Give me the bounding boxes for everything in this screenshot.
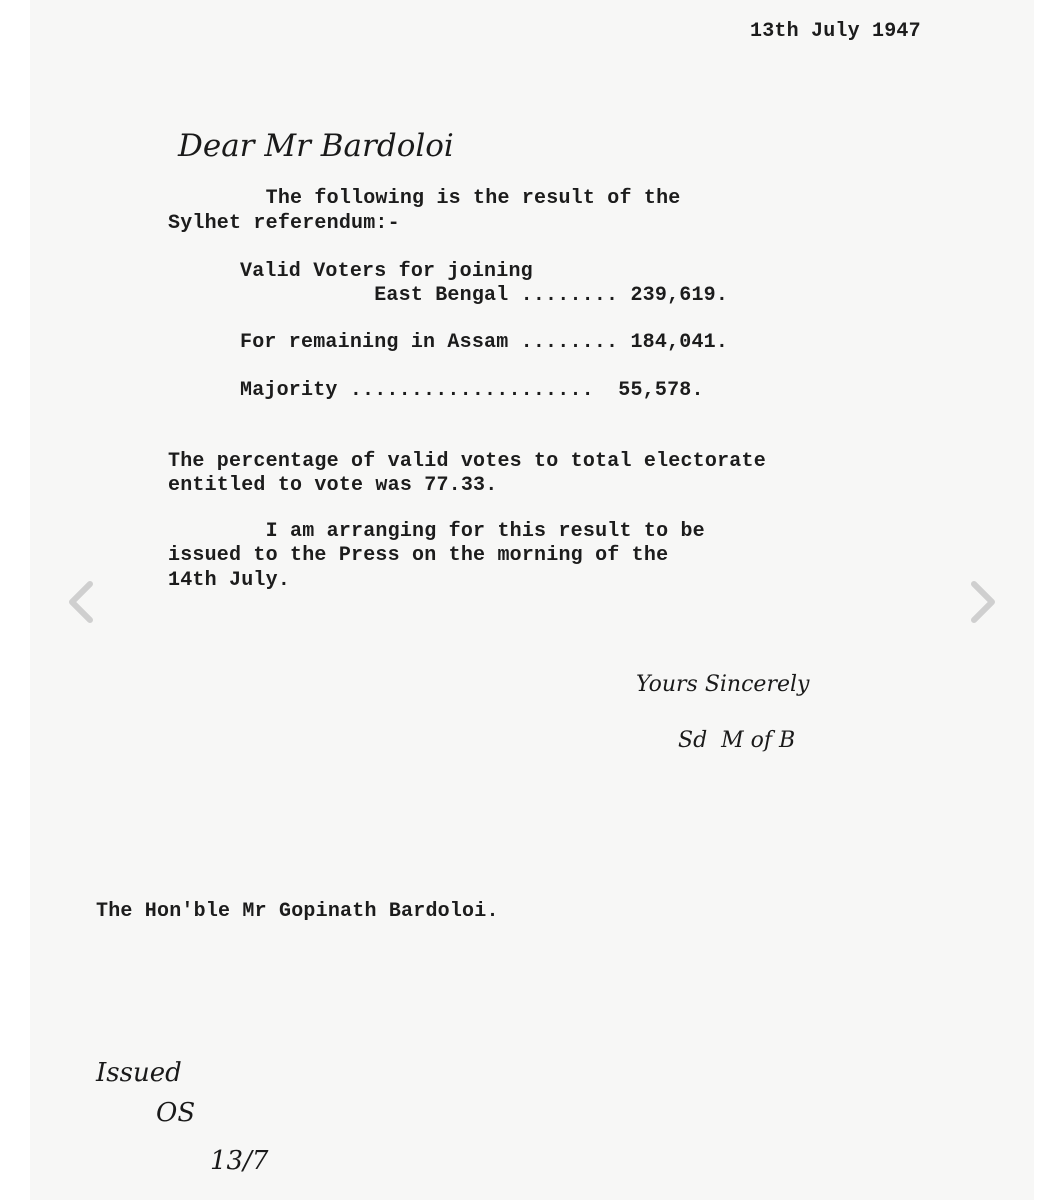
press-line-1: I am arranging for this result to be [168, 520, 705, 543]
next-image-button[interactable] [958, 578, 1006, 626]
issued-note-date: 13/7 [210, 1146, 269, 1176]
handwritten-salutation: Dear Mr Bardoloi [178, 128, 454, 164]
intro-line-1: The following is the result of the [168, 187, 681, 210]
result-row-assam: For remaining in Assam ........ 184,041. [240, 331, 729, 354]
letter-date: 13th July 1947 [750, 20, 921, 43]
issued-note-initials: OS [156, 1098, 196, 1128]
issued-note-word: Issued [96, 1058, 182, 1088]
result-row-east-bengal: East Bengal ........ 239,619. [240, 284, 729, 307]
letter-page [30, 0, 1034, 1200]
percentage-line-2: entitled to vote was 77.33. [168, 474, 498, 497]
chevron-right-icon [958, 578, 1006, 626]
percentage-line-1: The percentage of valid votes to total electorate [168, 450, 766, 473]
press-line-3: 14th July. [168, 569, 291, 592]
chevron-left-icon [58, 578, 106, 626]
press-line-2: issued to the Press on the morning of the [168, 544, 669, 567]
result-row-majority: Majority .................... 55,578. [240, 379, 704, 402]
previous-image-button[interactable] [58, 578, 106, 626]
intro-line-2: Sylhet referendum:- [168, 212, 400, 235]
handwritten-signature: Sd M of B [678, 728, 796, 753]
addressee-line: The Hon'ble Mr Gopinath Bardoloi. [96, 900, 499, 923]
result-label-east-bengal: Valid Voters for joining [240, 260, 533, 283]
handwritten-closing: Yours Sincerely [636, 672, 810, 697]
